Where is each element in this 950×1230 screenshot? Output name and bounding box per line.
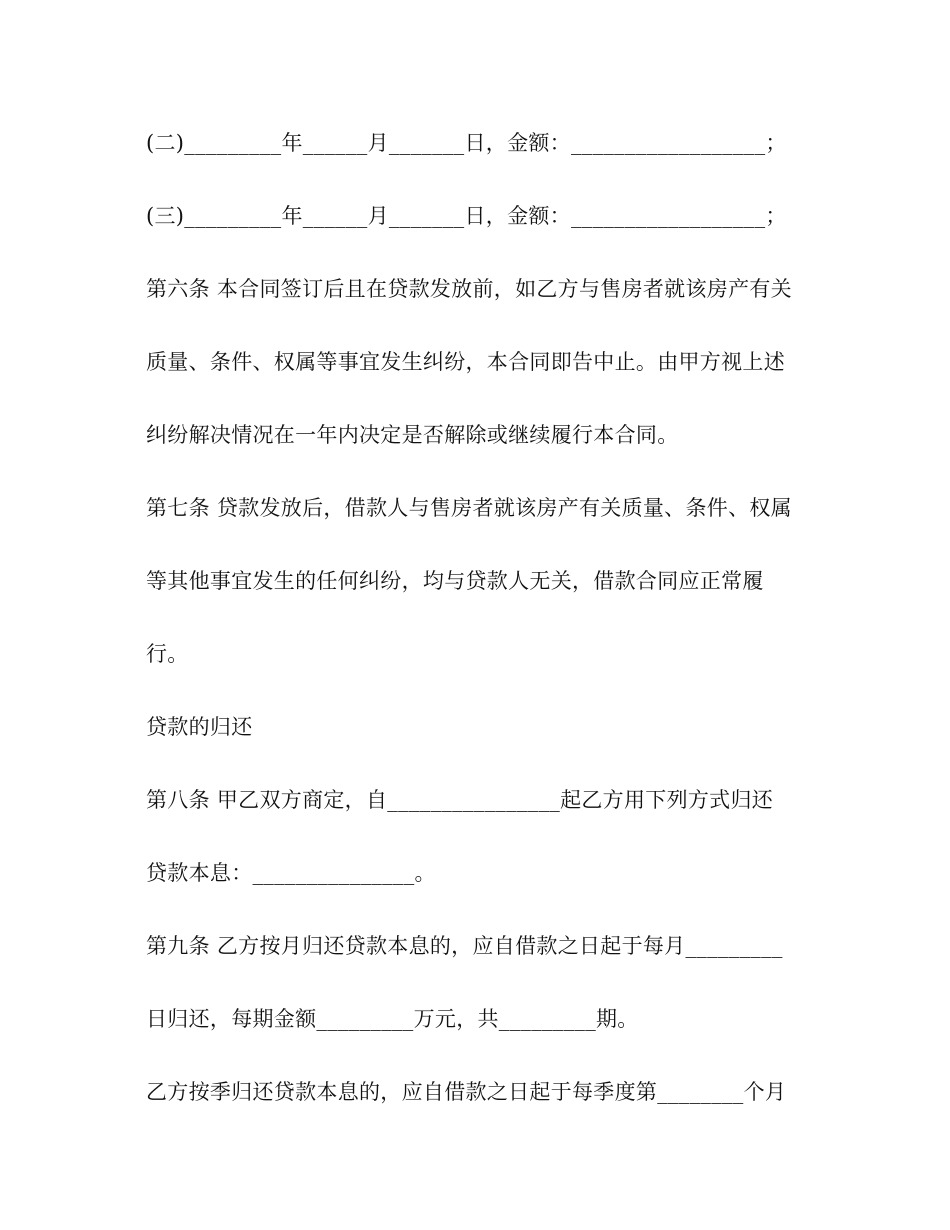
section-heading-loan-repayment: 贷款的归还 xyxy=(146,715,253,739)
text-line-article-7-a: 第七条 贷款发放后，借款人与售房者就该房产有关质量、条件、权属 xyxy=(146,496,792,520)
text-line-article-6-a: 第六条 本合同签订后且在贷款发放前，如乙方与售房者就该房产有关 xyxy=(146,277,792,301)
text-line-installment-2: (二)_________年______月_______日，金额：__________________； xyxy=(146,131,787,155)
text-line-article-9-b: 日归还，每期金额_________万元，共_________期。 xyxy=(146,1007,639,1031)
text-line-article-7-c: 行。 xyxy=(146,642,189,666)
text-line-quarterly-repayment: 乙方按季归还贷款本息的，应自借款之日起于每季度第________个月 xyxy=(146,1080,787,1104)
text-line-article-8-b: 贷款本息：_______________。 xyxy=(146,861,436,885)
text-line-article-6-c: 纠纷解决情况在一年内决定是否解除或继续履行本合同。 xyxy=(146,423,679,447)
text-line-article-8-a: 第八条 甲乙双方商定，自________________起乙方用下列方式归还 xyxy=(146,788,774,812)
text-line-article-7-b: 等其他事宜发生的任何纠纷，均与贷款人无关，借款合同应正常履 xyxy=(146,569,764,593)
text-line-article-6-b: 质量、条件、权属等事宜发生纠纷，本合同即告中止。由甲方视上述 xyxy=(146,350,785,374)
text-line-installment-3: (三)_________年______月_______日，金额：__________________； xyxy=(146,204,787,228)
text-line-article-9-a: 第九条 乙方按月归还贷款本息的，应自借款之日起于每月_________ xyxy=(146,934,783,958)
